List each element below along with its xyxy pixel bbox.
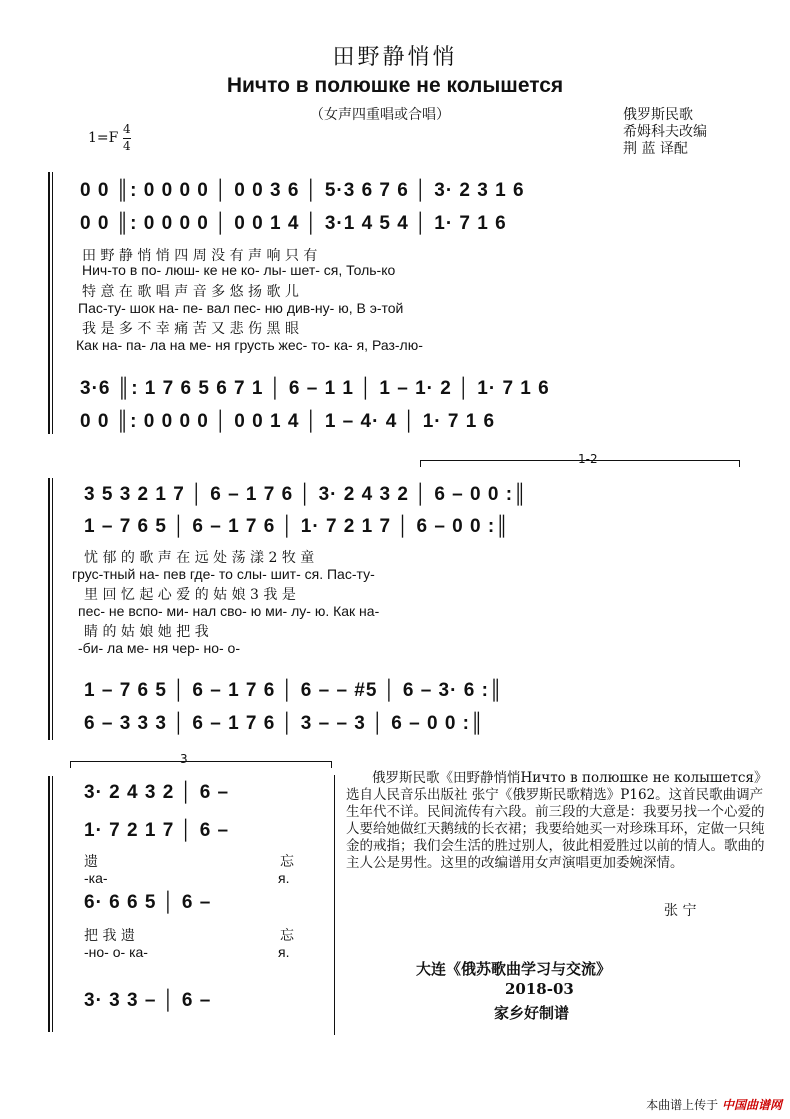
system2-row3: 1 – 7 6 5 │ 6 – 1 7 6 │ 6 – – #5 │ 6 – 3· 6 :║ <box>84 680 504 701</box>
footer-watermark <box>646 1096 782 1113</box>
volta-label-1-2: 1-2 <box>578 452 598 466</box>
system2-lyric-2: грус-тный на- пев где- то слы- шит- ся. Пас-ту- <box>72 566 375 582</box>
time-signature-top: 4 <box>123 122 131 136</box>
system3-lyric-4b: я. <box>278 944 290 960</box>
credit-arranger: 希姆科夫改编 <box>623 124 707 140</box>
title-chinese: 田野静悄悄 <box>332 45 458 70</box>
system1-lyric-3: 特 意 在 歌 唱 声 音 多 悠 扬 歌 儿 <box>82 284 299 300</box>
system3-lyric-3b: 忘 <box>280 928 294 944</box>
system3-row3: 6· 6 6 5 │ 6 – <box>84 892 212 913</box>
system2-row2: 1 – 7 6 5 │ 6 – 1 7 6 │ 1· 7 2 1 7 │ 6 – 0 0 :║ <box>84 516 510 537</box>
credit-origin: 俄罗斯民歌 <box>623 107 693 123</box>
system3-bracket <box>48 776 50 1032</box>
system2-lyric-3: 里 回 忆 起 心 爱 的 姑 娘 3 我 是 <box>84 587 296 603</box>
system3-lyric-1b: 忘 <box>280 854 294 870</box>
title-russian: Ничто в полюшке не колышется <box>226 74 564 97</box>
system3-lyric-1a: 遗 <box>84 854 98 870</box>
system3-row1: 3· 2 4 3 2 │ 6 – <box>84 782 230 803</box>
volta-label-3: 3 <box>180 752 188 766</box>
system3-row2: 1· 7 2 1 7 │ 6 – <box>84 820 230 841</box>
system3-lyric-2a: -ка- <box>84 870 108 886</box>
volta-bracket-3 <box>70 761 332 768</box>
system2-bracket-inner <box>52 478 53 740</box>
system1-lyric-4: Пас-ту- шок на- пе- вал пес- ню див-ну- ю, В э-той <box>78 300 404 316</box>
system3-row4: 3· 3 3 – │ 6 – <box>84 990 212 1011</box>
system1-lyric-2: Нич-то в по- люш- ке не ко- лы- шет- ся, Толь-ко <box>82 262 396 278</box>
footer-uploaded-label: 本曲谱上传于 <box>646 1098 719 1112</box>
system1-lyric-1: 田 野 静 悄 悄 四 周 没 有 声 响 只 有 <box>82 248 318 264</box>
credit-translator: 荆 蓝 译配 <box>623 141 688 157</box>
system3-lyric-2b: я. <box>278 870 290 886</box>
signature-line-2: 2018-03 <box>505 980 574 998</box>
system1-row1: 0 0 ║: 0 0 0 0 │ 0 0 3 6 │ 5·3 6 7 6 │ 3· 2 3 1 6 <box>80 180 525 201</box>
footer-site-name[interactable]: 中国曲谱网 <box>721 1098 782 1112</box>
signature-line-3: 家乡好制谱 <box>494 1004 570 1022</box>
system1-bracket <box>48 172 50 434</box>
system2-lyric-4: пес- не вспо- ми- нал сво- ю ми- лу- ю. Как на- <box>78 603 380 619</box>
system3-bracket-inner <box>52 776 53 1032</box>
system3-lyric-3a: 把 我 遗 <box>84 928 135 944</box>
system2-row4: 6 – 3 3 3 │ 6 – 1 7 6 │ 3 – – 3 │ 6 – 0 0 :║ <box>84 713 485 734</box>
system1-bracket-inner <box>52 172 53 434</box>
system2-bracket <box>48 478 50 740</box>
system1-row2: 0 0 ║: 0 0 0 0 │ 0 0 1 4 │ 3·1 4 5 4 │ 1· 7 1 6 <box>80 213 507 234</box>
system2-lyric-5: 睛 的 姑 娘 她 把 我 <box>84 624 209 640</box>
system1-row3: 3·6 ║: 1 7 6 5 6 7 1 │ 6 – 1 1 │ 1 – 1· 2 │ 1· 7 1 6 <box>80 378 550 399</box>
key-signature: 1=F <box>88 130 119 146</box>
system3-lyric-4a: -но- о- ка- <box>84 944 148 960</box>
system2-row1: 3 5 3 2 1 7 │ 6 – 1 7 6 │ 3· 2 4 3 2 │ 6 – 0 0 :║ <box>84 484 528 505</box>
time-signature-bottom: 4 <box>123 139 131 153</box>
subtitle: （女声四重唱或合唱） <box>310 107 450 123</box>
system1-lyric-5: 我 是 多 不 幸 痛 苦 又 悲 伤 黑 眼 <box>82 321 299 337</box>
system2-lyric-6: -би- ла ме- ня чер- но- о- <box>78 640 240 656</box>
column-divider <box>334 775 335 1035</box>
system1-row4: 0 0 ║: 0 0 0 0 │ 0 0 1 4 │ 1 – 4· 4 │ 1· 7 1 6 <box>80 411 496 432</box>
system2-lyric-1: 忧 郁 的 歌 声 在 远 处 荡 漾 2 牧 童 <box>84 550 315 566</box>
system1-lyric-6: Как на- па- ла на ме- ня грусть жес- то- ка- я, Раз-лю- <box>76 337 423 353</box>
note-author: 张 宁 <box>664 903 697 919</box>
signature-line-1: 大连《俄苏歌曲学习与交流》 <box>416 960 612 978</box>
note-text: 俄罗斯民歌《田野静悄悄Ничто в полюшке не колышется》选自人民音乐出版社 张宁《俄罗斯民歌精选》P162。这首民歌曲调产生年代不详。民间流传有六段。前三段的大意是：我要另找一个心爱的人要给她做红天鹅绒的长衣裙；我要给她买一对珍珠耳环，定做一只纯金的戒指；我们会生活的胜过别人，彼此相爱胜过以前的情人。歌曲的主人公是男性。这里的改编谱用女声演唱更加委婉深情。 <box>346 770 765 871</box>
